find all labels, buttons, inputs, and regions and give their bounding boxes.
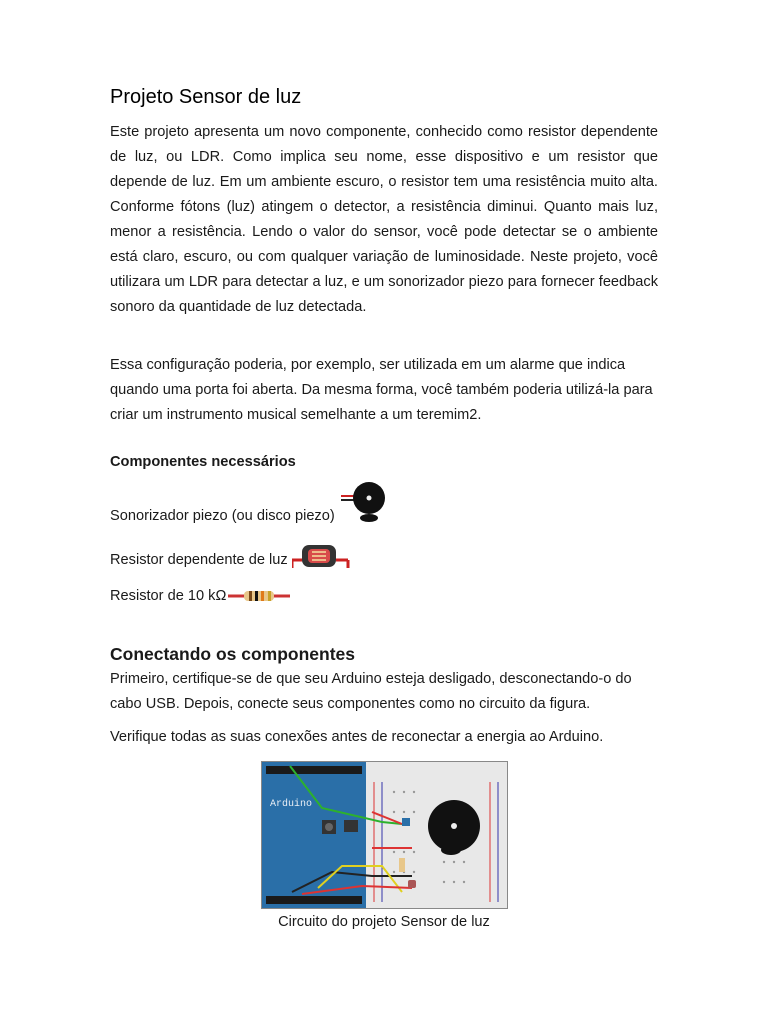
resistor-icon — [228, 589, 290, 603]
page-title: Projeto Sensor de luz — [110, 86, 302, 108]
connect-paragraph-1: Primeiro, certifique-se de que seu Arduino esteja desligado, desconectando-o do cabo USB. Depois, conecte seus componentes como no circuito da figura. — [110, 671, 632, 712]
component-item-piezo — [110, 480, 391, 524]
component-item-ldr — [110, 542, 350, 570]
piezo-buzzer-icon — [341, 480, 391, 524]
components-heading: Componentes necessários — [110, 454, 296, 470]
ldr-sensor-icon — [292, 542, 350, 570]
figure-caption: Circuito do projeto Sensor de luz — [278, 914, 490, 930]
arduino-board-label: Arduino — [270, 799, 313, 810]
component-label: Resistor dependente de luz — [110, 552, 288, 568]
circuit-figure — [261, 761, 508, 909]
connect-heading: Conectando os componentes — [110, 644, 356, 664]
intro-paragraph-2: Essa configuração poderia, por exemplo, ser utilizada em um alarme que indica quando uma porta foi aberta. Da mesma forma, você também poderia utilizá-la para criar um instrumento musical semelhante a um teremim2. — [110, 357, 653, 423]
component-label: Sonorizador piezo (ou disco piezo) — [110, 508, 335, 524]
connect-paragraph-2: Verifique todas as suas conexões antes de reconectar a energia ao Arduino. — [110, 729, 604, 745]
component-label: Resistor de 10 kΩ — [110, 588, 227, 604]
circuit-diagram — [262, 762, 507, 908]
component-item-resistor — [110, 588, 290, 604]
intro-paragraph-1: Este projeto apresenta um novo componente, conhecido como resistor dependente de luz, ou LDR. Como implica seu nome, esse dispositivo e um resistor que depende de luz. Em um ambiente escuro, o resistor tem uma resistência muito alta. Conforme fótons (luz) atingem o detector, a resistência diminui. Quanto mais luz, menor a resistência. Lendo o valor do sensor, você pode detectar se o ambiente está claro, escuro, ou com qualquer variação de luminosidade. Neste projeto, você utilizara um LDR para detectar a luz, e um sonorizador piezo para fornecer feedback sonoro da quantidade de luz detectada. — [110, 124, 658, 315]
